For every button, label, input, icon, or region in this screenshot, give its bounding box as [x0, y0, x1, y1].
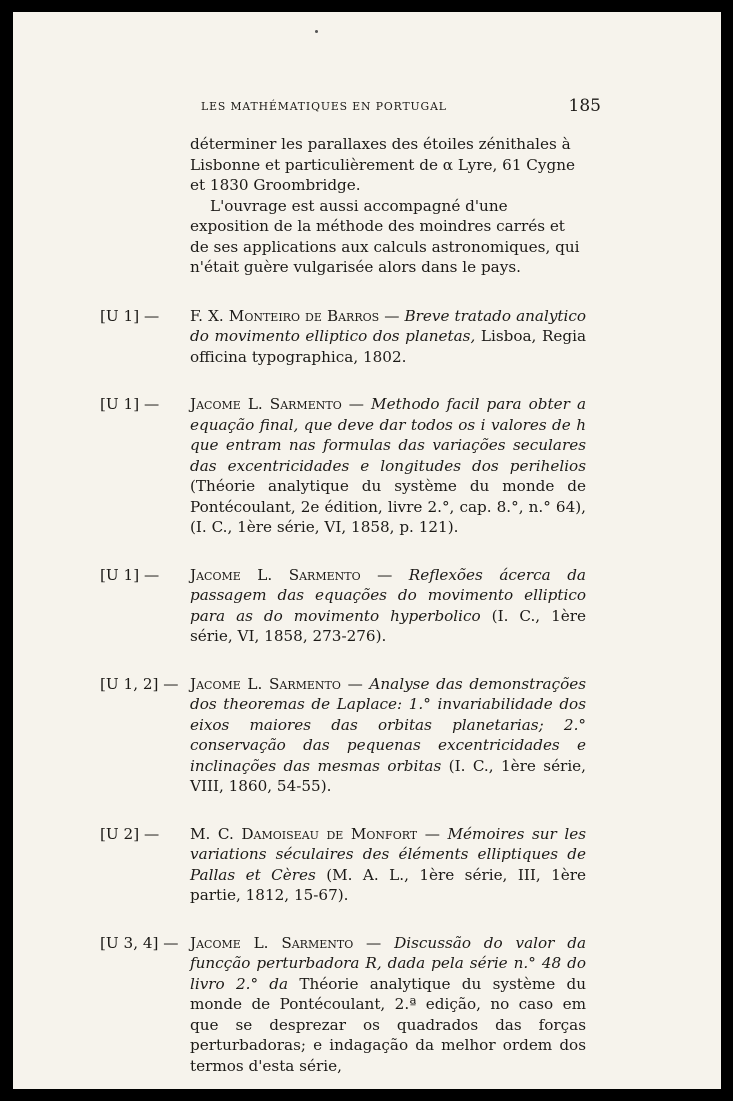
entry-tag: [U 1, 2] — — [100, 674, 179, 693]
entry-author: Jacome L. Sarmento — [190, 565, 361, 584]
running-title: LES MATHÉMATIQUES EN PORTUGAL — [201, 100, 447, 113]
entry-tag: [U 1] — — [100, 395, 160, 413]
intro-paragraph: L'ouvrage est aussi accompagné d'une exposition de la méthode des moindres carrés et de ses applications aux calculs astronomiques, qui n'était guère vulgarisée alors dans le pays. — [190, 196, 580, 276]
entry-author: Jacome L. Sarmento — [190, 674, 341, 693]
bibliography-entry: [U 1] — Jacome L. Sarmento — Reflexões ácerca da passagem das equações do movimento elliptico para as do movimento hyperbolico (I. C., 1ère série, VI, 1858, 273-276). — [100, 565, 587, 645]
bibliography-entry: [U 1] — Jacome L. Sarmento — Methodo facil para obter a equação final, que deve dar todos os i valores de h que entram nas formulas das variações seculares das excentricidades e longitudes dos perihelios (Théorie analytique du système du monde de Pontécoulant, 2e édition, livre 2.°, cap. 8.°, n.° 64), (I. C., 1ère série, VI, 1858, p. 121). — [100, 395, 587, 536]
entry-title: Mémoires sur les variations séculaires des éléments elliptiques de Pallas et Cères — [190, 824, 586, 884]
bibliography-entry: [U 3, 4] — Jacome L. Sarmento — Discussão do valor da funcção perturbadora R, dada pela série n.° 48 do livro 2.° da Théorie analytique du système du monde de Pontécoulant, 2.ª edição, no caso em que se desprezar os quadrados das forças perturbadoras; e indagação da melhor ordem dos termos d'esta série, — [100, 933, 586, 1075]
entry-author: Jacome L. Sarmento — [190, 395, 342, 413]
entry-details: (Théorie analytique du système du monde de Pontécoulant, 2e édition, livre 2.°, cap. 8.°, n.° 64), (I. C., 1ère série, VI, 1858, p. 121). — [190, 477, 586, 536]
entry-tag: [U 3, 4] — — [100, 933, 179, 952]
entry-author: Jacome L. Sarmento — [190, 933, 354, 952]
entry-tag: [U 2] — — [100, 824, 160, 843]
entry-tag: [U 1] — — [100, 306, 160, 325]
entry-details: (M. A. L., 1ère série, III, 1ère partie, 1812, 15-67). — [190, 865, 586, 904]
entry-title: Analyse das demonstrações dos theoremas de Laplace: 1.° invariabilidade dos eixos maiores das orbitas planetarias; 2.° conservação das pequenas excentricidades e inclinações das mesmas orbitas — [190, 674, 587, 775]
bibliography-entry: [U 2] — M. C. Damoiseau de Monfort — Mémoires sur les variations séculaires des éléments elliptiques de Pallas et Cères (M. A. L., 1ère série, III, 1ère partie, 1812, 15-67). — [100, 824, 586, 904]
entry-author: M. C. Damoiseau de Monfort — [190, 824, 418, 843]
entry-title: Methodo facil para obter a equação final, que deve dar todos os i valores de h que entram nas formulas das variações seculares das excentricidades e longitudes dos perihelios — [190, 395, 587, 475]
entry-details: (I. C., 1ère série, VIII, 1860, 54-55). — [190, 756, 586, 795]
page-number: 185 — [568, 96, 601, 116]
intro-paragraph: déterminer les parallaxes des étoiles zénithales à Lisbonne et particulièrement de α Lyre, 61 Cygne et 1830 Groombridge. — [190, 135, 576, 194]
entry-title: Discussão do valor da funcção perturbadora R, dada pela série n.° 48 do livro 2.° da — [190, 933, 586, 993]
book-page — [13, 12, 721, 1089]
print-speck — [315, 30, 318, 33]
entry-details: (I. C., 1ère série, VI, 1858, 273-276). — [190, 606, 587, 645]
page-body — [100, 134, 586, 1076]
entry-title: Reflexões ácerca da passagem das equações do movimento elliptico para as do movimento hyperbolico — [190, 565, 586, 625]
entry-author: F. X. Monteiro de Barros — [190, 306, 380, 325]
bibliography-entry: [U 1] — F. X. Monteiro de Barros — Breve tratado analytico do movimento elliptico dos planetas, Lisboa, Regia officina typographica, 1802. — [100, 306, 587, 366]
entry-tag: [U 1] — — [100, 565, 160, 584]
bibliography-entry: [U 1, 2] — Jacome L. Sarmento — Analyse das demonstrações dos theoremas de Laplace: 1.° invariabilidade dos eixos maiores das orbitas planetarias; 2.° conservação das pequenas excentricidades e inclinações das mesmas orbitas (I. C., 1ère série, VIII, 1860, 54-55). — [100, 674, 587, 795]
entry-details: Lisboa, Regia officina typographica, 1802. — [190, 327, 587, 366]
entry-title: Breve tratado analytico do movimento elliptico dos planetas, — [190, 306, 587, 345]
entry-details: Théorie analytique du système du monde de Pontécoulant, 2.ª edição, no caso em que se desprezar os quadrados das forças perturbadoras; e indagação da melhor ordem dos termos d'esta série, — [190, 974, 586, 1075]
page-header — [201, 96, 601, 118]
